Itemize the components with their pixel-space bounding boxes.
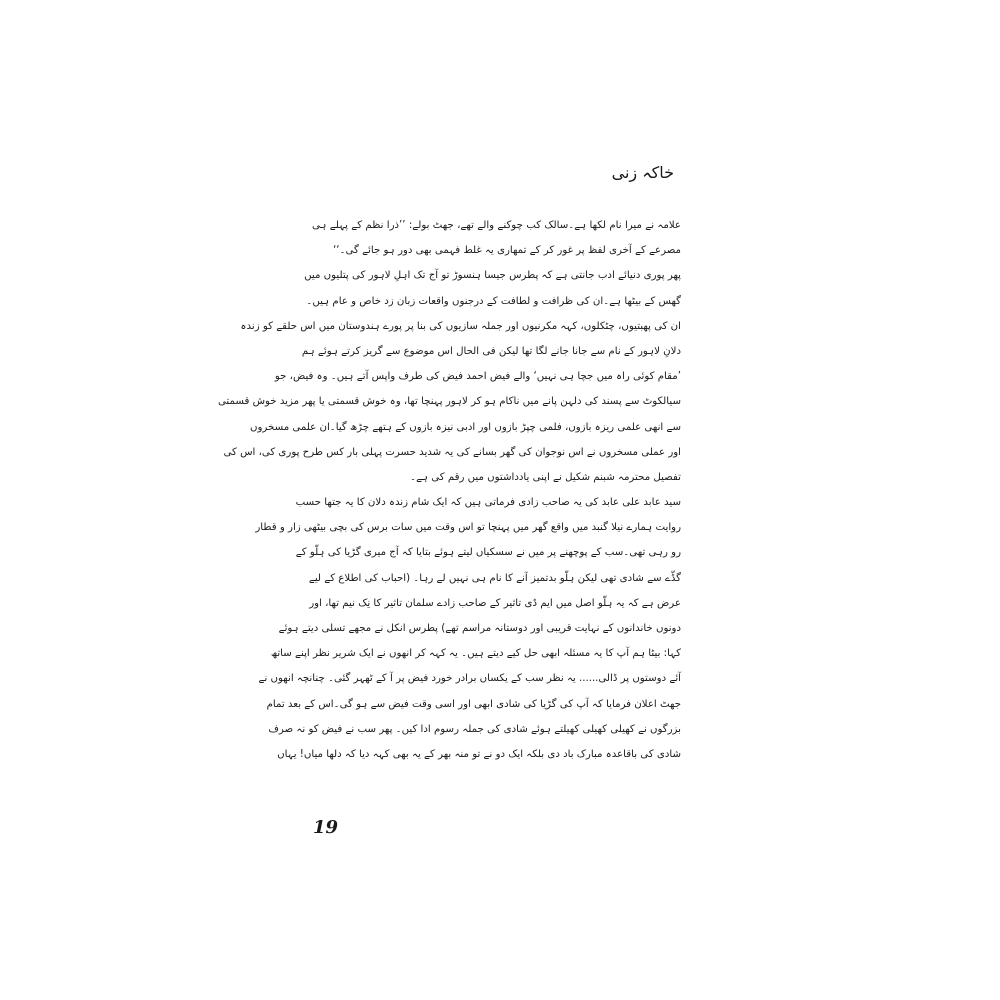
text-line: ’مقام کوئی راہ میں جچا ہی نہیں‘ والے فیض احمد فیض کی طرف واپس آتے ہیں۔ وہ فیض، جو (274, 371, 681, 383)
text-line: شادی کی باقاعدہ مبارک باد دی بلکہ ایک دو نے تو منہ بھر کے یہ بھی کہہ دیا کہ دلھا میاں! یہاں (277, 748, 681, 760)
paragraph-2 (217, 263, 681, 490)
text-line: رو رہی تھی۔سب کے پوچھنے پر میں نے سسکیاں لیتے ہوئے بتایا کہ آج میری گڑیا کی ہلّو کے (295, 547, 681, 559)
text-line: مصرعے کے آخری لفظ پر غور کر کے تمھاری یہ غلط فہمی بھی دور ہو جائے گی۔‘‘ (333, 245, 681, 257)
body-text (217, 213, 681, 767)
text-line: سید عابد علی عابد کی یہ صاحب زادی فرماتی ہیں کہ ایک شام زندہ دلان کا یہ جتھا حسب (295, 497, 681, 509)
text-line: گڈّے سے شادی تھی لیکن ہلّو بدتمیز آنے کا نام ہی نہیں لے رہا۔ (احباب کی اطلاع کے لیے (308, 572, 681, 584)
text-line: سیالکوٹ سے پسند کی دلہن پانے میں ناکام ہو کر لاہور پہنچا تھا، وہ خوش قسمتی یا پھر مزید خوش قسمتی (217, 396, 681, 408)
text-line: سے انھی علمی ریزہ بازوں، فلمی چپڑ بازوں اور ادبی نیزہ بازوں کے ہتھے چڑھ گیا۔ان علمی مسخروں (250, 421, 681, 433)
text-line: بزرگوں نے کھیلی کھیلی کھیلتے ہوئے شادی کی جملہ رسوم ادا کیں۔ پھر سب نے فیض کو نہ صرف (268, 723, 681, 735)
text-line: علامہ نے میرا نام لکھا ہے۔سالک کب چوکنے والے تھے، جھٹ بولے: ’’ذرا نظم کے پہلے ہی (312, 220, 681, 231)
paragraph-3 (255, 490, 681, 767)
paragraph-1 (312, 213, 681, 263)
text-line: جھٹ اعلان فرمایا کہ آپ کی گڑیا کی شادی ابھی اور اسی وقت فیض سے ہو گی۔اس کے بعد تمام (266, 698, 681, 710)
text-line: گھس کے بیٹھا ہے۔ان کی ظرافت و لطافت کے درجنوں واقعات زبان زد خاص و عام ہیں۔ (306, 295, 681, 307)
text-line: آئے دوستوں پر ڈالی...... یہ نظر سب کے یکساں برادر خورد فیض پر آ کے ٹھہر گئی۔ چنانچہ انھوں نے (258, 673, 681, 685)
text-line: پھر پوری دنیائے ادب جانتی ہے کہ پطرس جیسا ہنسوڑ تو آج تک اہلِ لاہور کی پتلیوں میں (304, 270, 681, 282)
page-number: 19 (313, 817, 339, 838)
text-line: اور عملی مسخروں نے اس نوجوان کی گھر بسانے کی یہ شدید حسرت پہلی بار کس طرح پوری کی، اس کی (223, 446, 681, 458)
text-line: دونوں خاندانوں کے نہایت قریبی اور دوستانہ مراسم تھے) پطرس انکل نے مجھے تسلی دیتے ہوئے (278, 623, 681, 634)
running-header: خاکہ زنی (611, 163, 674, 182)
text-line: دلانِ لاہور کے نام سے جانا جانے لگا تھا لیکن فی الحال اس موضوع سے گریز کرتے ہوئے ہم (301, 345, 681, 357)
text-line: عرض ہے کہ یہ ہلّو اصل میں ایم ڈی تاثیر کے صاحب زادے سلمان تاثیر کا نِک نیم تھا، اور (309, 597, 681, 609)
text-line: کہا: بیٹا ہم آپ کا یہ مسئلہ ابھی حل کیے دیتے ہیں۔ یہ کہہ کر انھوں نے ایک شریر نظر اپنے ساتھ (270, 648, 681, 660)
text-line: تفصیل محترمہ شبنم شکیل نے اپنی یادداشتوں میں رقم کی ہے۔ (410, 471, 681, 483)
text-line: ان کی پھبتیوں، چٹکلوں، کہہ مکرنیوں اور جملہ سازیوں کی بنا پر پورے ہندوستان میں اس حلقے کو زندہ (240, 320, 681, 332)
text-line: روایت ہمارے نیلا گنبد میں واقع گھر میں پہنچا تو اس وقت میں سات برس کی بچی بیٹھی زار و قطار (255, 522, 681, 534)
